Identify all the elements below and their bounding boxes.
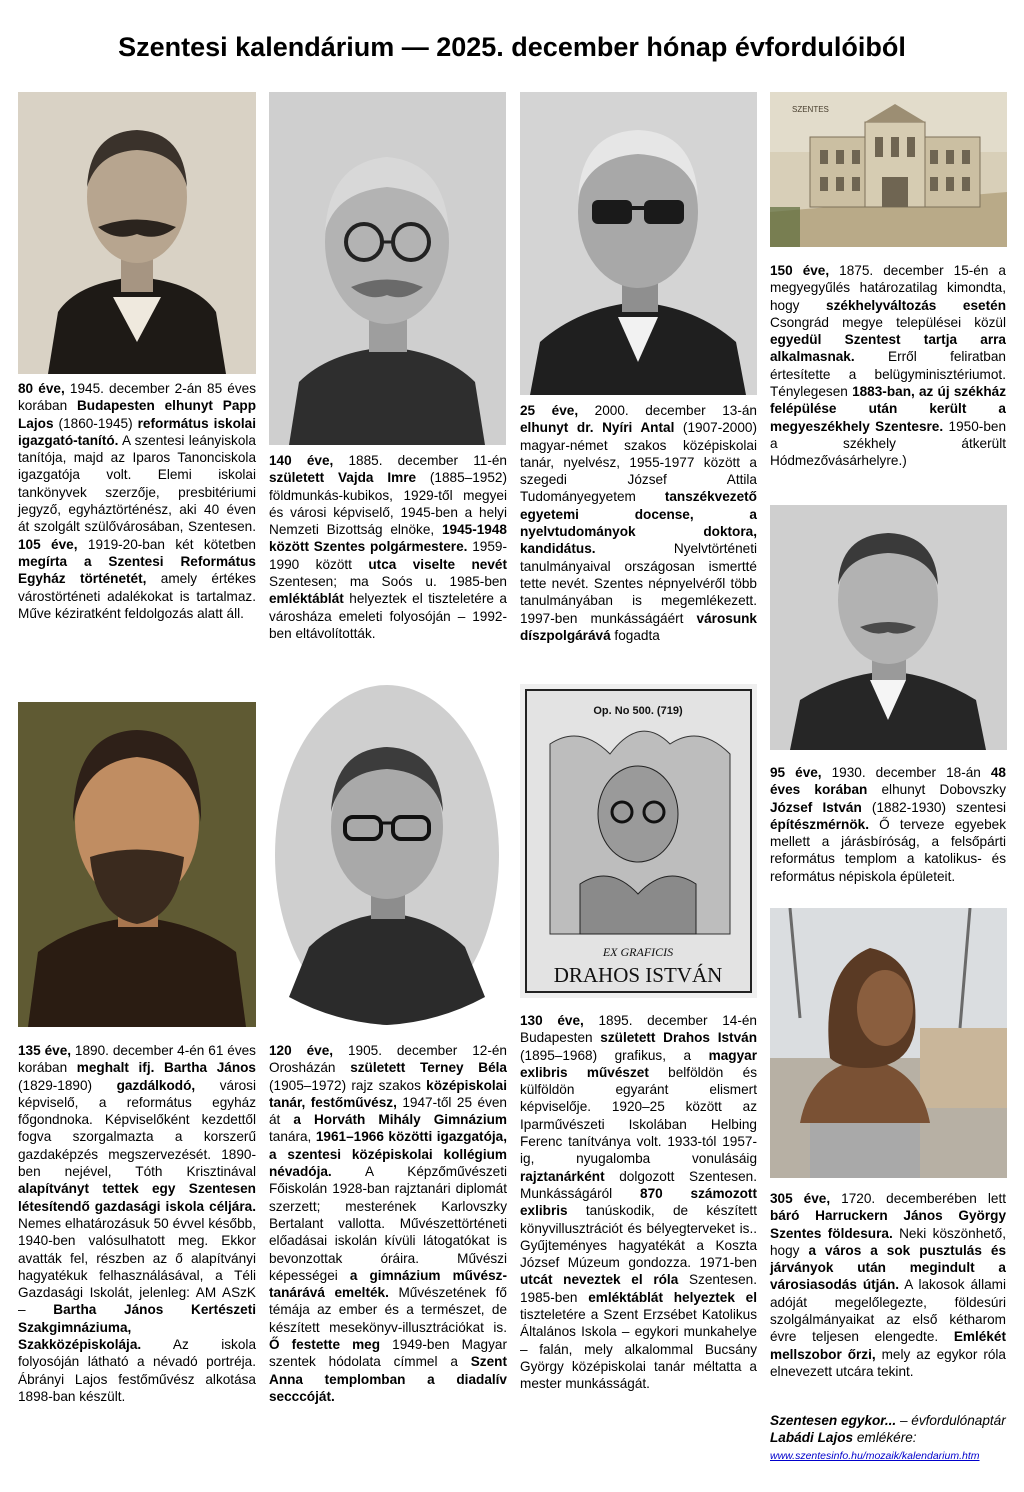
article-segment: Ő terveze egyebek mellett a járásbíróság, a felsőpárti református templom a katolikus- és református népiskola épületeit.: [770, 816, 1006, 884]
article-segment: amely értékes várostörténeti adalékokat is tartalmaz. Műve kéziratként feldolgozás alatt áll.: [18, 571, 256, 621]
article-segment: fogadta: [610, 627, 660, 643]
exlibris-line1: EX GRAFICIS: [602, 945, 674, 959]
article-segment: elhunyt Dobovszky: [867, 782, 1006, 798]
article-segment: egyedül Szentest tartja arra alkalmasnak.: [770, 332, 1006, 365]
article-segment: emléktáblát helyeztek el: [588, 1289, 757, 1305]
kalendarium-link[interactable]: www.szentesinfo.hu/mozaik/kalendarium.htm: [770, 1449, 980, 1462]
article-segment: gazdálkodó,: [116, 1077, 196, 1093]
article-segment: 130 éve,: [520, 1013, 584, 1028]
article-segment: 1885. december 11-én: [333, 453, 507, 468]
article-papp: [18, 380, 256, 622]
article-segment: meghalt ifj. Bartha János: [76, 1060, 256, 1076]
article-vajda: [269, 452, 507, 642]
article-segment: 140 éve,: [269, 453, 334, 468]
article-segment: városunk díszpolgárává: [520, 610, 757, 643]
article-segment: a gimnázium művész-tanárává emelték.: [269, 1267, 507, 1301]
article-segment: született Vajda Imre: [269, 470, 417, 486]
article-segment: református iskolai igazgató-tanító.: [18, 415, 256, 448]
article-segment: 1875. december 15-én a megyegyűlés határozatilag kimondta, hogy: [770, 263, 1006, 313]
article-segment: székhelyváltozás esetén: [826, 297, 1006, 313]
exlibris-line2: DRAHOS ISTVÁN: [553, 963, 723, 987]
article-segment: Budapesten elhunyt Papp Lajos: [18, 398, 257, 431]
article-segment: 1883-ban, az új székház felépülése után került a megyeszékhely Szentesre.: [770, 384, 1006, 434]
article-segment: a város a sok pusztulás és járványok után megindult a városiasodás útján.: [770, 1242, 1006, 1293]
article-segment: Ő festette meg: [269, 1337, 381, 1353]
article-segment: 135 éve,: [18, 1043, 72, 1058]
article-segment: alapítványt tettek egy Szentesen létesítendő gazdasági iskola céljára.: [18, 1181, 256, 1214]
bartha-janos-portrait: [18, 702, 256, 1027]
article-segment: tanszékvezető egyetemi docense, a nyelvtudományok doktora, kandidátus.: [520, 489, 757, 557]
article-harruckern: [770, 1190, 1006, 1380]
article-segment: 1945-1948 között Szentes polgármestere.: [269, 522, 507, 555]
article-segment: 305 éve,: [770, 1191, 831, 1206]
footer-title: Szentesen egykor...: [770, 1413, 897, 1428]
article-nyiri: [520, 402, 757, 644]
article-segment: belföldön és külföldön egyaránt elismert képviselője. 1920–25 között az Iparművészeti Iskolában Helbing Ferenc tanítványa volt. 1933-tól 1957-ig, nyugalomba vonulásáig: [520, 1064, 757, 1167]
article-segment: dolgozott Szentesen. Munkásságáról: [520, 1168, 757, 1201]
article-segment: 2000. december 13-án: [578, 403, 757, 418]
article-segment: A lakosok állami adóját megelőlegezte, földesúri szolgálmányaikat az első kétharom évre teljesen elengedte.: [770, 1277, 1006, 1345]
article-segment: (1907-2000) magyar-német szakos középiskolai tanár, nyelvész, 1955-1977 között a szegedi József Attila Tudományegyetem: [520, 420, 757, 505]
article-segment: rajztanárként: [520, 1168, 605, 1184]
article-segment: 1895. december 14-én Budapesten: [520, 1013, 757, 1046]
article-varoshaza: [770, 262, 1006, 470]
harruckern-bust-photo: [770, 908, 1007, 1178]
article-segment: Nemes elhatározásuk 50 évvel később, 1940-ben valósulhatott meg. Ekkor avatták fel, részben az ő alapítványi hagyatékuk felhasználásával, a Téli Gazdasági Iskolát, jelenleg: AM ASzK –: [18, 1215, 256, 1318]
article-segment: tiszteletére a Szent Erzsébet Katolikus Általános Iskola – egykori munkahelye – falán, mely alkalommal Bucsány György középiskolai tanár méltatta a mester munkásságát.: [520, 1307, 757, 1392]
exlibris-top: Op. No 500. (719): [593, 705, 683, 717]
drahos-exlibris: [520, 684, 757, 998]
nyiri-antal-photo: [520, 92, 757, 395]
article-segment: tanára,: [269, 1129, 316, 1145]
article-segment: 1890. december 4-én 61 éves korában: [18, 1043, 256, 1076]
article-segment: 120 éve,: [269, 1043, 334, 1058]
postcard-label: SZENTES: [792, 105, 829, 114]
article-segment: 870 számozott exlibris: [520, 1185, 757, 1219]
article-segment: a Horváth Mihály Gimnázium: [293, 1112, 507, 1128]
article-segment: (1829-1890): [18, 1077, 117, 1093]
article-segment: Erről feliratban értesítette a belügyminisztériumot. Ténylegesen: [770, 349, 1006, 400]
article-segment: utca viselte nevét: [368, 556, 507, 572]
article-segment: (1885–1952) földmunkás-kubikos, 1929-től megyei és városi képviselő, 1945-ben a helyi Nemzeti Bizottság elnöke,: [269, 470, 507, 538]
article-segment: építészmérnök.: [770, 816, 869, 832]
vajda-imre-photo: [269, 92, 506, 445]
article-segment: Az iskola folyosóján látható a névadó portréja. Ábrányi Lajos festőművész alkotása 1898-ban készült.: [18, 1337, 256, 1404]
footer-credit: [770, 1412, 1006, 1465]
article-segment: (1882-1930) szentesi: [861, 799, 1007, 815]
article-segment: Bartha János Kertészeti Szakgimnáziuma, Szakközépiskolája.: [18, 1302, 256, 1353]
article-segment: 1905. december 12-én Orosházán: [269, 1043, 507, 1076]
papp-lajos-photo: [18, 92, 256, 374]
article-segment: 1919-20-ban két kötetben: [77, 536, 256, 552]
footer-suffix: emlékére:: [853, 1430, 917, 1446]
article-segment: 1959-1990 között: [269, 539, 507, 572]
article-segment: 80 éve,: [18, 381, 65, 396]
article-segment: 1947-től 25 éven át: [269, 1094, 507, 1128]
article-segment: megírta a Szentesi Református Egyház történetét,: [18, 553, 256, 587]
article-segment: Nyelvtörténeti tanulmányaival országosan ismertté tette nevét. Szentes népnyelvéről több tanulmányában is megemlékezett. 1997-ben munkásságáért: [520, 541, 757, 626]
article-segment: 1950-ben a székhely átkerült Hódmezővásárhelyre.): [770, 418, 1006, 469]
article-segment: 25 éve,: [520, 403, 579, 418]
article-segment: Szent Anna templomban a diadalív secccóját.: [269, 1354, 507, 1404]
article-segment: Művészetének fő témája az ember és a természet, de készített mesekönyv-illusztrációkat is.: [269, 1285, 507, 1335]
dobovszky-photo: [770, 505, 1007, 750]
article-segment: született Drahos István: [600, 1030, 757, 1046]
article-segment: mely az egykor róla elnevezett utcára tekint.: [770, 1346, 1006, 1379]
article-segment: magyar exlibris művészet: [520, 1047, 757, 1080]
footer-subtitle: – évfordulónaptár: [896, 1413, 1006, 1428]
article-segment: 150 éve,: [770, 263, 830, 278]
article-segment: utcát neveztek el róla: [520, 1272, 679, 1288]
article-segment: 1930. december 18-án: [821, 765, 991, 780]
article-segment: (1860-1945): [53, 415, 138, 431]
article-segment: (1905–1972) rajz szakos: [269, 1077, 427, 1093]
article-segment: 1949-ben Magyar szentek hódolata címmel a: [269, 1337, 507, 1370]
article-segment: báró Harruckern János György Szentes földesura.: [770, 1208, 1006, 1241]
article-segment: A szentesi leányiskola tanítója, majd az Iparos Tanonciskola igazgatója volt. Elemi iskolai tankönyvek szerzője, presbitériumi jegyző, egyháztörténész, aki 40 éven át szolgált szülővárosában, Szentesen.: [18, 432, 256, 535]
article-segment: József István: [770, 799, 862, 815]
article-segment: Szentesen. 1985-ben: [520, 1272, 757, 1305]
article-segment: helyeztek el tiszteletére a városháza emeleti folyosóján – 1992-ben eltávolították.: [269, 591, 507, 641]
footer-name: Labádi Lajos: [770, 1430, 854, 1446]
article-bartha: [18, 1042, 256, 1405]
article-segment: tanúskodik, de készített könyvillusztrációt és bélyegterveket is.. Gyűjteményes hagyatékát a Koszta József Múzeum gondozza. 1971-ben: [520, 1203, 757, 1271]
article-terney: [269, 1042, 507, 1405]
article-segment: 48 éves korában: [770, 765, 1006, 798]
article-drahos: [520, 1012, 757, 1393]
varoshaza-postcard: [770, 92, 1007, 247]
article-segment: Neki köszönhető, hogy: [770, 1225, 1006, 1258]
article-segment: A Képzőművészeti Főiskolán 1928-ban rajztanári diplomát szerzett; mesterének Karlovszky Bertalant vallotta. Művészettörténeti előadásai iskolán kívüli látogatókat is bevonzottak óráira. Művészi képességei: [269, 1164, 507, 1283]
article-segment: Csongrád megye települései közül: [770, 314, 1006, 330]
article-segment: Szentesen; ma Soós u. 1985-ben: [269, 574, 507, 590]
article-segment: 105 éve,: [18, 536, 78, 552]
article-segment: 1961–1966 közötti igazgatója, a szentesi középiskolai kollégium névadója.: [269, 1129, 507, 1180]
article-segment: elhunyt dr. Nyíri Antal: [520, 420, 675, 436]
article-segment: született Terney Béla: [350, 1060, 507, 1076]
article-segment: 95 éve,: [770, 765, 822, 780]
article-segment: középiskolai tanár, festőművész,: [269, 1077, 507, 1110]
article-dobovszky: [770, 764, 1006, 885]
page-title: Szentesi kalendárium — 2025. december hónap évfordulóiból: [118, 32, 906, 62]
article-segment: Emlékét mellszobor őrzi,: [770, 1329, 1006, 1362]
article-segment: városi képviselő, a református egyház főgondnoka. Képviselőként kezdettől fogva szorgalmazta a korszerű gazdaképzés megszervezését. 1890-ben nejével, Tóth Krisztinával: [18, 1077, 256, 1180]
article-segment: 1720. decemberében lett: [830, 1191, 1007, 1206]
article-segment: 1945. december 2-án 85 éves korában: [18, 381, 256, 414]
article-segment: (1895–1968) grafikus, a: [520, 1047, 709, 1063]
article-segment: emléktáblát: [269, 591, 344, 607]
terney-bela-photo: [269, 677, 506, 1034]
